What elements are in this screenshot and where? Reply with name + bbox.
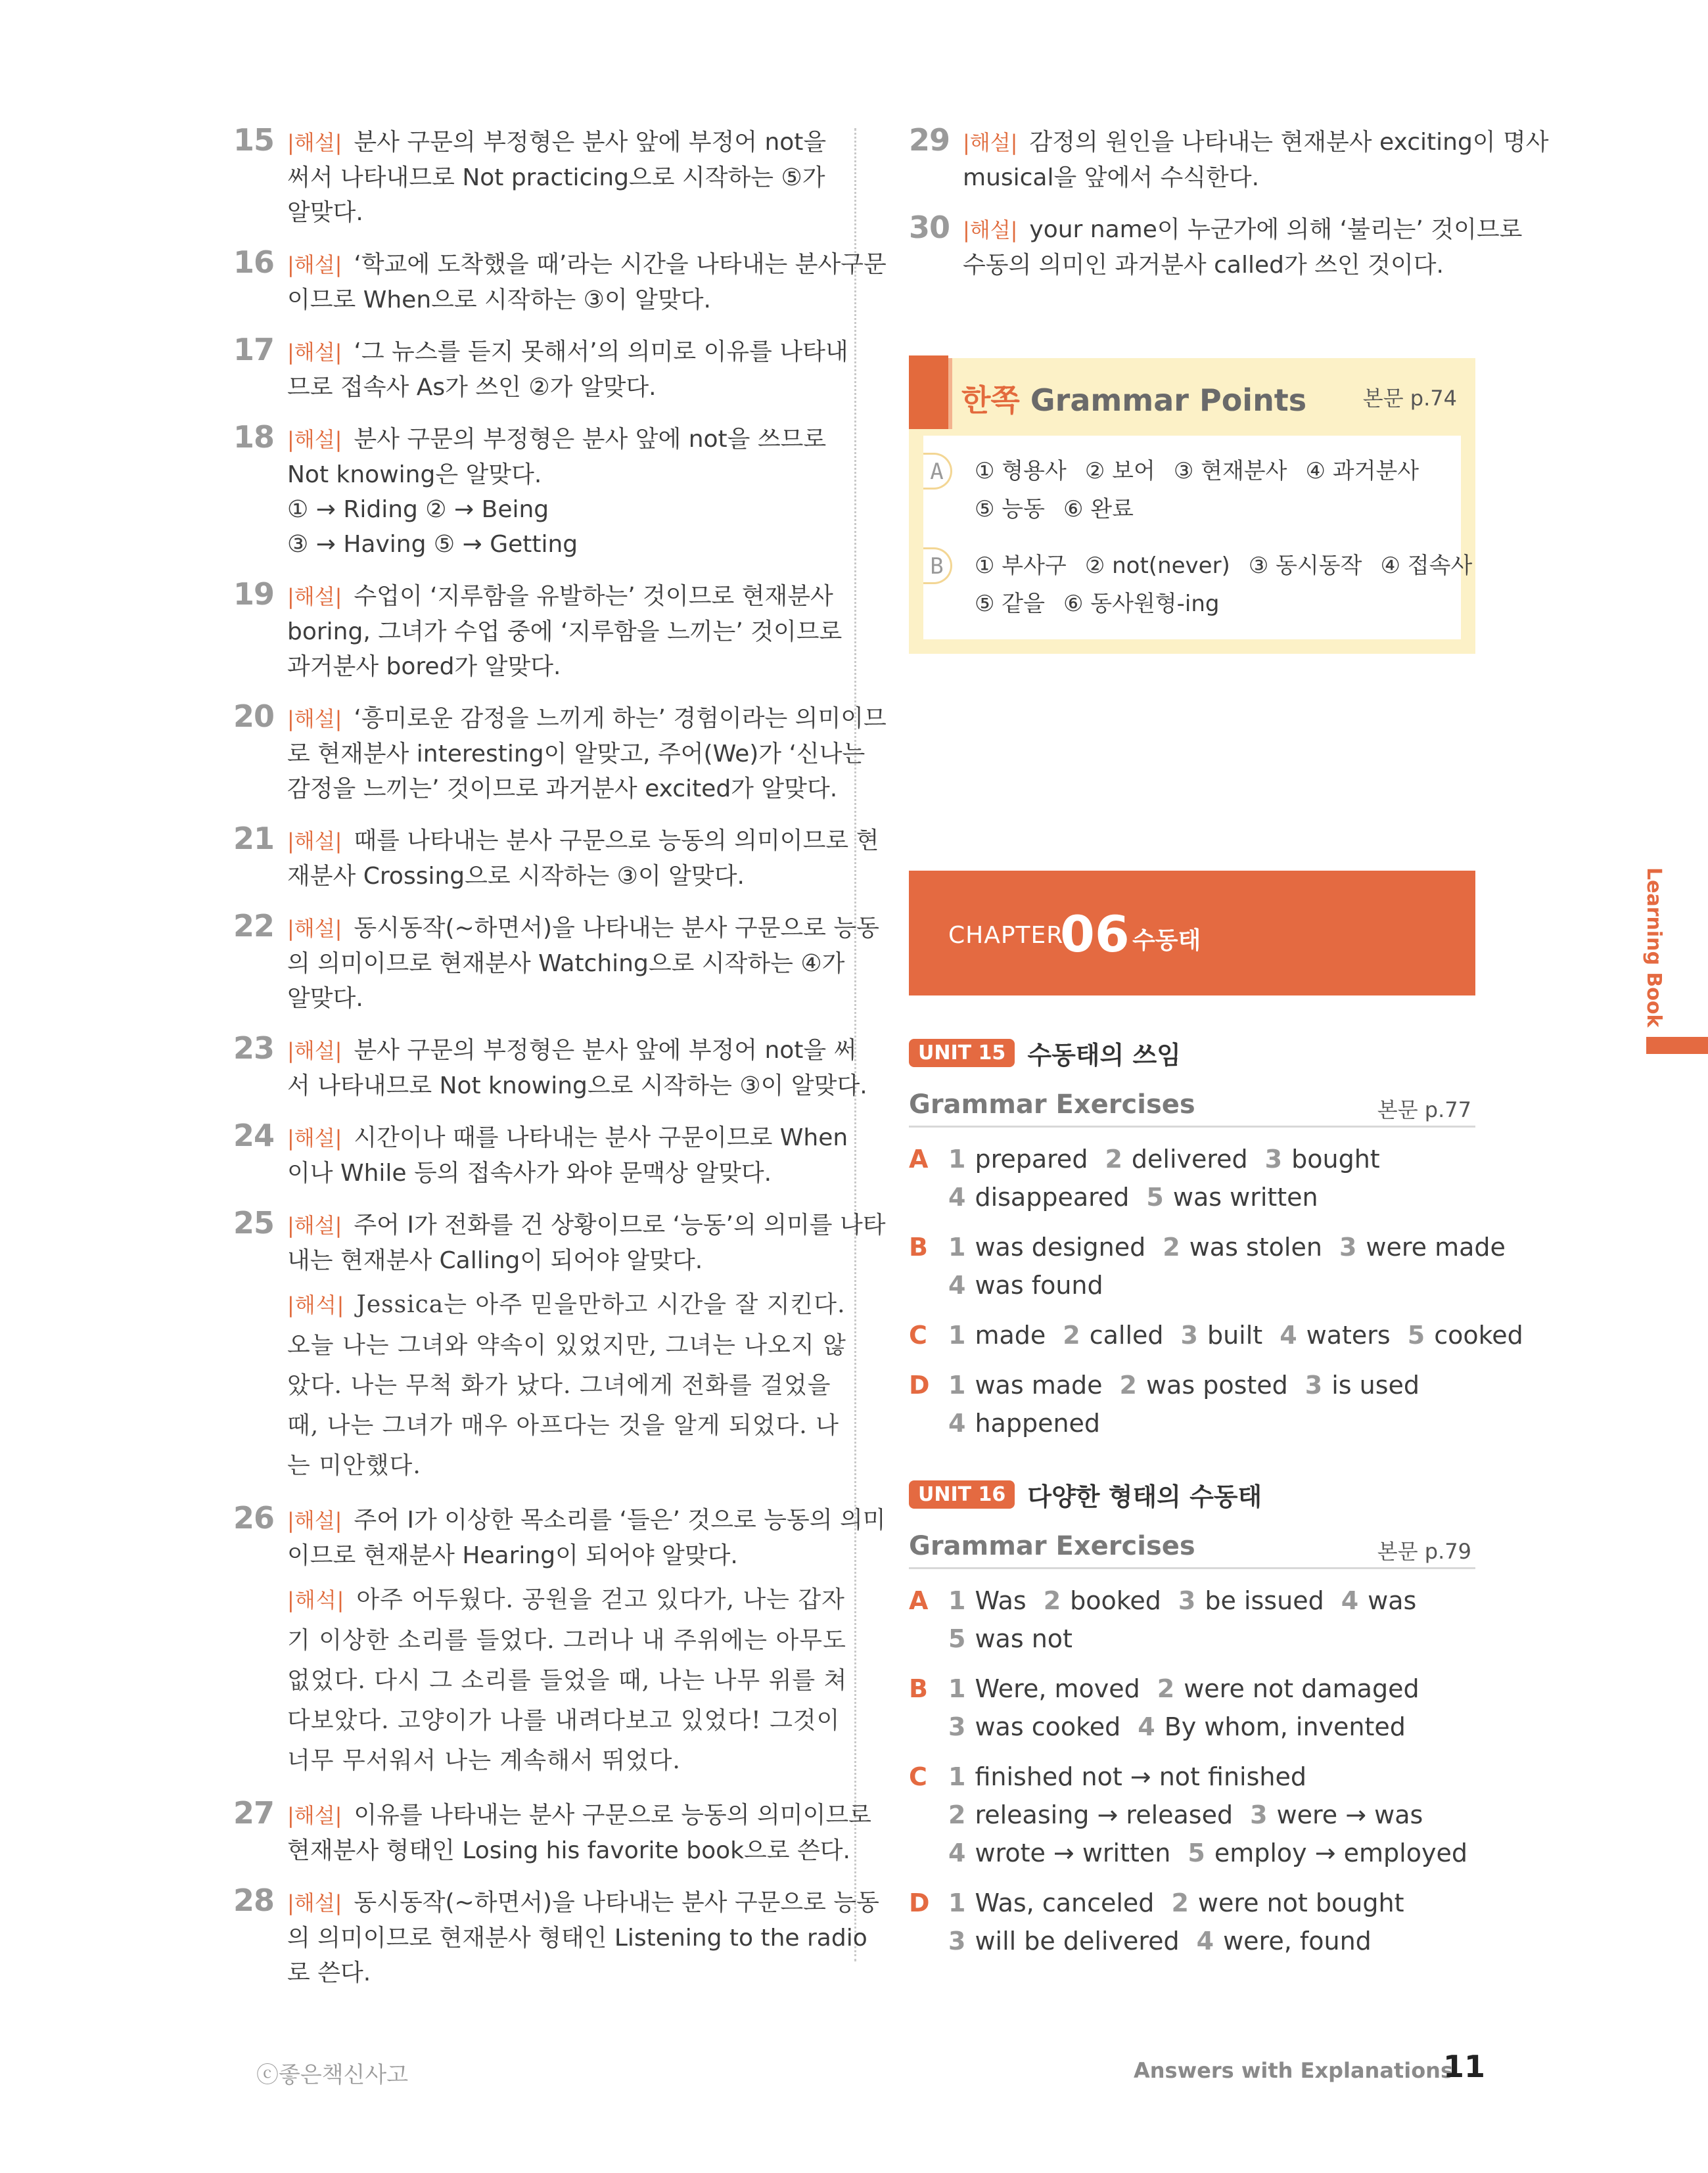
answer-number: 4: [948, 1183, 966, 1212]
grammar-points-inner: [923, 436, 1473, 639]
question-number: 29: [909, 122, 950, 158]
answer-number: 1: [948, 1674, 966, 1703]
grammar-point-answer: ① 부사구: [975, 553, 1067, 579]
answer-section: [909, 1758, 1475, 1872]
answer-section: [909, 1366, 1475, 1442]
answer-row: [909, 1620, 1475, 1658]
explanation-line: 의 의미이므로 현재분사 Watching으로 시작하는 ④가: [287, 950, 845, 977]
answer-row: [909, 1884, 1475, 1922]
explanation-line: |해설| 분사 구문의 부정형은 분사 앞에 부정어 not을: [287, 129, 827, 156]
answer-text: happened: [975, 1409, 1101, 1438]
answer-number: 2: [1171, 1888, 1189, 1917]
grammar-exercises-header-16: [909, 1531, 1475, 1569]
answer-number: 1: [948, 1762, 966, 1791]
explanation-tag: |해설|: [963, 217, 1018, 242]
answer-number: 2: [1043, 1586, 1061, 1615]
explanation-tag: |해설|: [287, 130, 342, 155]
question-number: 18: [233, 419, 275, 455]
unit-16-answers: [909, 1582, 1475, 1972]
explanation-line: musical을 앞에서 수식한다.: [963, 164, 1260, 191]
translation-line: 았다. 나는 무척 화가 났다. 그녀에게 전화를 걸었을: [287, 1372, 831, 1399]
explanation-tag: |해설|: [287, 1508, 342, 1533]
section-b-row1: [975, 547, 1490, 580]
question-number: 17: [233, 332, 275, 367]
explanation-line: |해설| 수업이 ‘지루함을 유발하는’ 것이므로 현재분사: [287, 583, 833, 610]
translation-line: 는 미안했다.: [287, 1452, 421, 1479]
answer-number: 3: [1304, 1371, 1323, 1400]
answer-number: 2: [948, 1800, 966, 1829]
unit-16-heading: [909, 1476, 1262, 1513]
question-number: 26: [233, 1500, 275, 1536]
section-letter: D: [909, 1888, 930, 1917]
unit-title: 수동태의 쓰임: [1027, 1041, 1181, 1070]
explanation-line: 현재분사 형태인 Losing his favorite book으로 쓴다.: [287, 1837, 850, 1864]
answer-number: 3: [1180, 1321, 1198, 1350]
translation-tag: |해석|: [287, 1588, 345, 1613]
explanation-tag: |해설|: [287, 1126, 342, 1151]
answer-section: [909, 1670, 1475, 1746]
answer-text: releasing → released: [975, 1800, 1234, 1829]
answer-number: 2: [1105, 1145, 1122, 1174]
explanation-item: [233, 908, 879, 1016]
grammar-point-answer: ⑤ 능동: [975, 496, 1045, 522]
grammar-point-answer: ① 형용사: [975, 458, 1067, 484]
answer-number: 2: [1163, 1233, 1180, 1262]
translation-line: 없었다. 다시 그 소리를 들었을 때, 나는 나무 위를 쳐: [287, 1667, 848, 1694]
question-number: 25: [233, 1205, 275, 1241]
answer-row: [909, 1922, 1475, 1960]
answer-text: will be delivered: [975, 1927, 1180, 1956]
answer-row: [909, 1670, 1475, 1708]
question-number: 23: [233, 1030, 275, 1066]
grammar-exercises-title: Grammar Exercises: [909, 1531, 1195, 1561]
answer-number: 3: [1178, 1586, 1196, 1615]
explanation-tag: |해설|: [287, 1803, 342, 1828]
answer-number: 2: [1157, 1674, 1175, 1703]
answer-text: delivered: [1131, 1145, 1248, 1174]
grammar-point-answer: ④ 접속사: [1380, 553, 1473, 579]
answer-text: was designed: [975, 1233, 1146, 1262]
explanation-tag: |해설|: [287, 916, 342, 941]
answer-section: [909, 1884, 1475, 1960]
explanation-item: [233, 1883, 879, 1990]
explanation-item: [233, 1030, 867, 1103]
answer-row: [909, 1316, 1523, 1354]
question-number: 30: [909, 210, 950, 245]
answer-text: was not: [975, 1624, 1073, 1653]
answer-text: was cooked: [975, 1712, 1121, 1741]
explanation-line: 써서 나타내므로 Not practicing으로 시작하는 ⑤가: [287, 164, 825, 191]
answer-section: [909, 1582, 1475, 1658]
answer-number: 5: [1146, 1183, 1164, 1212]
explanation-item: [233, 1795, 871, 1868]
translation-tag: |해석|: [287, 1292, 345, 1317]
answer-text: waters: [1306, 1321, 1391, 1350]
answer-number: 3: [948, 1712, 966, 1741]
explanation-line: 로 쓴다.: [287, 1959, 371, 1986]
answer-text: bought: [1291, 1145, 1380, 1174]
grammar-point-answer: ④ 과거분사: [1305, 458, 1419, 484]
answer-row: [909, 1796, 1475, 1834]
explanation-line: |해설| 때를 나타내는 분사 구문으로 능동의 의미이므로 현: [287, 827, 879, 854]
answer-text: be issued: [1205, 1586, 1324, 1615]
explanation-line: |해설| 시간이나 때를 나타내는 분사 구문이므로 When: [287, 1124, 848, 1151]
explanation-line: |해설| 감정의 원인을 나타내는 현재분사 exciting이 명사: [963, 129, 1549, 156]
explanation-line: |해설| ‘그 뉴스를 듣지 못해서’의 의미로 이유를 나타내: [287, 338, 848, 365]
side-tab-bar: [1646, 1037, 1708, 1054]
answer-text: were, found: [1223, 1927, 1372, 1956]
unit-15-answers: [909, 1140, 1523, 1454]
explanation-line: 수동의 의미인 과거분사 called가 쓰인 것이다.: [963, 252, 1444, 279]
answer-number: 4: [948, 1409, 966, 1438]
answer-section: [909, 1316, 1523, 1354]
section-letter: B: [909, 1674, 928, 1703]
explanation-line: |해설| 동시동작(~하면서)을 나타내는 분사 구문으로 능동: [287, 1889, 879, 1916]
translation-block: [287, 1285, 846, 1486]
explanation-line: 감정을 느끼는’ 것이므로 과거분사 excited가 알맞다.: [287, 775, 838, 802]
publisher-credit: ⓒ좋은책신사고: [256, 2062, 409, 2088]
explanation-item: [909, 210, 1523, 283]
section-letter: A: [909, 1586, 929, 1615]
explanation-tag: |해설|: [287, 829, 342, 854]
explanation-line: 의 의미이므로 현재분사 형태인 Listening to the radio: [287, 1925, 867, 1952]
answer-text: was found: [975, 1271, 1103, 1300]
answer-text: was: [1368, 1586, 1417, 1615]
explanation-line: ③ → Having ⑤ → Getting: [287, 531, 578, 558]
explanation-line: 이나 While 등의 접속사가 와야 문맥상 알맞다.: [287, 1160, 772, 1187]
unit-badge: UNIT 16: [909, 1480, 1015, 1509]
explanation-line: |해설| ‘학교에 도착했을 때’라는 시간을 나타내는 분사구문: [287, 251, 887, 278]
explanation-item: [233, 1205, 886, 1486]
explanation-tag: |해설|: [287, 427, 342, 452]
explanation-line: 로 현재분사 interesting이 알맞고, 주어(We)가 ‘신나는: [287, 741, 866, 767]
answer-text: cooked: [1434, 1321, 1523, 1350]
explanation-line: |해설| 동시동작(~하면서)을 나타내는 분사 구문으로 능동: [287, 915, 879, 942]
explanation-item: [233, 332, 848, 405]
answer-text: is used: [1331, 1371, 1420, 1400]
answer-number: 3: [1264, 1145, 1283, 1174]
page-reference: 본문 p.79: [1377, 1539, 1471, 1564]
answer-section: [909, 1228, 1506, 1304]
answer-text: were → was: [1276, 1800, 1423, 1829]
explanation-line: |해설| ‘흥미로운 감정을 느끼게 하는’ 경험이라는 의미이므: [287, 705, 887, 732]
explanation-line: 재분사 Crossing으로 시작하는 ③이 알맞다.: [287, 863, 745, 890]
answer-text: Were, moved: [975, 1674, 1140, 1703]
explanation-tag: |해설|: [287, 1890, 342, 1915]
answer-text: booked: [1070, 1586, 1161, 1615]
translation-line: 너무 무서워서 나는 계속해서 뛰었다.: [287, 1747, 681, 1774]
explanation-line: |해설| 이유를 나타내는 분사 구문으로 능동의 의미이므로: [287, 1802, 871, 1829]
answer-row: [909, 1758, 1475, 1796]
explanation-line: |해설| 분사 구문의 부정형은 분사 앞에 not을 쓰므로: [287, 426, 827, 453]
right-column-explanations: [909, 122, 1549, 300]
answer-text: were made: [1366, 1233, 1506, 1262]
answer-number: 1: [948, 1888, 966, 1917]
page-reference: 본문 p.77: [1377, 1097, 1471, 1122]
translation-line: 다보았다. 고양이가 나를 내려다보고 있었다! 그것이: [287, 1707, 841, 1734]
answer-text: made: [975, 1321, 1046, 1350]
explanation-line: 서 나타내므로 Not knowing으로 시작하는 ③이 알맞다.: [287, 1072, 867, 1099]
answer-number: 3: [1339, 1233, 1357, 1262]
answer-number: 4: [1280, 1321, 1297, 1350]
answer-number: 1: [948, 1233, 966, 1262]
section-b-row2: [975, 585, 1238, 618]
answer-number: 3: [1250, 1800, 1268, 1829]
grammar-point-answer: ③ 동시동작: [1248, 553, 1362, 579]
answer-number: 5: [948, 1624, 966, 1653]
answer-row: [909, 1834, 1475, 1872]
explanation-item: [233, 576, 842, 684]
question-number: 24: [233, 1118, 275, 1153]
answer-text: wrote → written: [975, 1839, 1171, 1867]
answer-text: was written: [1172, 1183, 1318, 1212]
explanation-line: |해설| 주어 I가 이상한 목소리를 ‘들은’ 것으로 능동의 의미: [287, 1507, 886, 1534]
answer-text: were not bought: [1197, 1888, 1404, 1917]
answer-row: [909, 1366, 1475, 1404]
section-letter: D: [909, 1371, 930, 1400]
explanation-line: 내는 현재분사 Calling이 되어야 알맞다.: [287, 1247, 703, 1274]
explanation-line: |해설| your name이 누군가에 의해 ‘불리는’ 것이므로: [963, 216, 1523, 243]
question-number: 15: [233, 122, 275, 158]
answer-text: Was: [975, 1586, 1027, 1615]
explanation-item: [233, 1118, 848, 1191]
answer-text: called: [1089, 1321, 1164, 1350]
answer-text: was stolen: [1189, 1233, 1322, 1262]
page-number: 11: [1443, 2049, 1486, 2084]
grammar-point-answer: ⑥ 완료: [1063, 496, 1134, 522]
header-accent-bar: [909, 355, 948, 429]
translation-line: 때, 나는 그녀가 매우 아프다는 것을 알게 되었다. 나: [287, 1412, 839, 1439]
answer-text: were not damaged: [1184, 1674, 1419, 1703]
answer-number: 4: [1196, 1927, 1214, 1956]
explanation-item: [233, 244, 887, 317]
explanation-item: [233, 1500, 886, 1781]
explanation-line: 이므로 When으로 시작하는 ③이 알맞다.: [287, 286, 711, 313]
question-number: 20: [233, 698, 275, 734]
page-reference: 본문 p.74: [1362, 386, 1457, 411]
answer-text: Was, canceled: [975, 1888, 1155, 1917]
unit-15-heading: [909, 1035, 1181, 1071]
explanation-tag: |해설|: [287, 1213, 342, 1238]
grammar-point-answer: ② not(never): [1084, 553, 1230, 579]
translation-block: [287, 1580, 848, 1781]
explanation-line: 므로 접속사 As가 쓰인 ②가 알맞다.: [287, 374, 657, 401]
left-column: [233, 122, 887, 2007]
answer-number: 1: [948, 1371, 966, 1400]
section-a-marker: A: [923, 453, 952, 490]
answer-number: 1: [948, 1321, 966, 1350]
answer-text: was posted: [1145, 1371, 1288, 1400]
chapter-number: 06: [1060, 905, 1130, 963]
answer-row: [909, 1178, 1475, 1216]
answer-number: 1: [948, 1145, 966, 1174]
explanation-line: |해설| 주어 I가 전화를 건 상황이므로 ‘능동’의 의미를 나타: [287, 1212, 886, 1239]
section-letter: C: [909, 1321, 927, 1350]
answer-text: was made: [975, 1371, 1103, 1400]
translation-line: |해석| 아주 어두웠다. 공원을 걷고 있다가, 나는 갑자: [287, 1586, 845, 1613]
grammar-points-body: [909, 429, 1475, 654]
answer-row: [909, 1266, 1475, 1304]
unit-badge: UNIT 15: [909, 1039, 1015, 1067]
explanation-line: boring, 그녀가 수업 중에 ‘지루함을 느끼는’ 것이므로: [287, 618, 842, 645]
answer-row: [909, 1404, 1475, 1442]
answer-number: 3: [948, 1927, 966, 1956]
side-tab-label: Learning Book: [1642, 867, 1665, 1028]
explanation-item: [233, 122, 827, 230]
grammar-points-box: [909, 358, 1475, 654]
grammar-points-title: [961, 377, 1306, 420]
answer-text: prepared: [975, 1145, 1088, 1174]
answer-section: [909, 1140, 1475, 1216]
question-number: 19: [233, 576, 275, 612]
question-number: 27: [233, 1795, 275, 1831]
answer-text: finished not → not finished: [975, 1762, 1306, 1791]
header-accent-stripe: [948, 358, 952, 429]
answer-row: [909, 1228, 1506, 1266]
question-number: 22: [233, 908, 275, 944]
section-letter: C: [909, 1762, 927, 1791]
grammar-point-answer: ⑥ 동사원형-ing: [1063, 591, 1220, 617]
grammar-point-answer: ③ 현재분사: [1173, 458, 1287, 484]
answer-number: 4: [948, 1271, 966, 1300]
explanation-line: ① → Riding ② → Being: [287, 496, 549, 523]
explanation-tag: |해설|: [287, 252, 342, 277]
section-letter: B: [909, 1233, 928, 1262]
answer-number: 5: [1188, 1839, 1205, 1867]
answer-number: 1: [948, 1586, 966, 1615]
explanation-line: Not knowing은 알맞다.: [287, 461, 542, 488]
section-name: Answers with Explanations: [1134, 2058, 1453, 2083]
answer-number: 5: [1407, 1321, 1425, 1350]
question-number: 21: [233, 821, 275, 856]
grammar-exercises-title: Grammar Exercises: [909, 1089, 1195, 1120]
explanation-tag: |해설|: [287, 584, 342, 609]
explanation-tag: |해설|: [287, 1038, 342, 1063]
section-letter: A: [909, 1145, 929, 1174]
answer-text: By whom, invented: [1164, 1712, 1406, 1741]
question-number: 16: [233, 244, 275, 280]
explanation-item: [233, 419, 827, 562]
unit-title: 다양한 형태의 수동태: [1027, 1482, 1262, 1511]
answer-number: 2: [1119, 1371, 1137, 1400]
section-a-row1: [975, 453, 1437, 485]
grammar-exercises-header-15: [909, 1089, 1475, 1128]
answer-row: [909, 1582, 1475, 1620]
explanation-line: |해설| 분사 구문의 부정형은 분사 앞에 부정어 not을 써: [287, 1037, 857, 1064]
translation-line: 오늘 나는 그녀와 약속이 있었지만, 그녀는 나오지 않: [287, 1332, 846, 1359]
title-text: Grammar Points: [1030, 382, 1307, 418]
question-number: 28: [233, 1883, 275, 1918]
translation-line: 기 이상한 소리를 들었다. 그러나 내 주위에는 아무도: [287, 1627, 846, 1654]
explanation-line: 알맞다.: [287, 199, 363, 226]
explanation-line: 알맞다.: [287, 985, 363, 1012]
grammar-point-answer: ⑤ 같을: [975, 591, 1045, 617]
answer-number: 2: [1063, 1321, 1080, 1350]
learning-book-side-tab: [1642, 867, 1668, 1028]
explanation-item: [909, 122, 1549, 195]
explanation-tag: |해설|: [963, 130, 1018, 155]
explanation-line: 과거분사 bored가 알맞다.: [287, 653, 561, 680]
explanation-item: [233, 698, 887, 806]
explanation-line: 이므로 현재분사 Hearing이 되어야 알맞다.: [287, 1542, 738, 1569]
answer-number: 4: [1138, 1712, 1155, 1741]
explanation-tag: |해설|: [287, 340, 342, 365]
section-b-marker: B: [923, 547, 952, 584]
section-a-row2: [975, 491, 1152, 523]
answer-text: built: [1207, 1321, 1263, 1350]
chapter-banner: [909, 871, 1475, 995]
explanation-item: [233, 821, 879, 894]
chapter-name: 수동태: [1132, 927, 1201, 954]
answer-row: [909, 1140, 1475, 1178]
answer-number: 4: [948, 1839, 966, 1867]
chapter-label: CHAPTER: [948, 922, 1064, 949]
grammar-points-header: [909, 358, 1475, 429]
explanation-tag: |해설|: [287, 706, 342, 731]
translation-line: |해석| Jessica는 아주 믿을만하고 시간을 잘 지킨다.: [287, 1291, 846, 1318]
answer-row: [909, 1708, 1475, 1746]
answer-number: 4: [1341, 1586, 1359, 1615]
grammar-point-answer: ② 보어: [1084, 458, 1155, 484]
answer-text: employ → employed: [1214, 1839, 1467, 1867]
title-accent: 한쪽: [961, 382, 1020, 418]
answer-text: disappeared: [975, 1183, 1130, 1212]
